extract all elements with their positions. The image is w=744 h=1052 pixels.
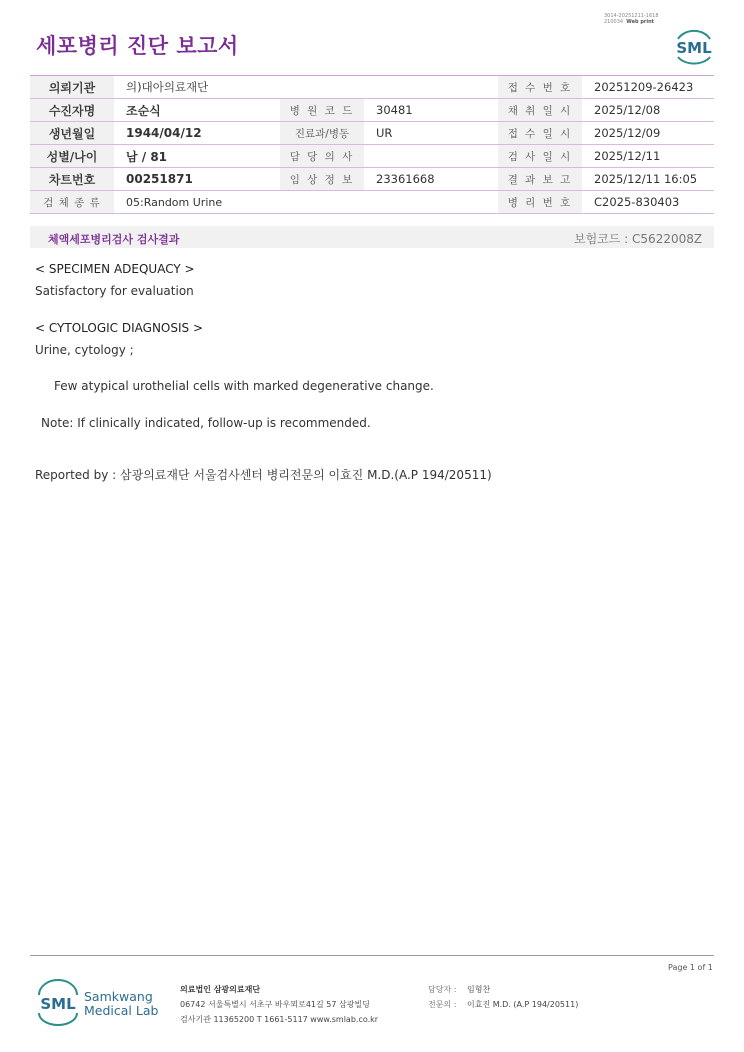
result-report-label: 결 과 보 고 (498, 168, 582, 191)
brand-line2: Medical Lab (84, 1003, 159, 1018)
note-text: Note: If clinically indicated, follow-up is recommended. (41, 416, 371, 430)
reported-by: Reported by : 삼광의료재단 서울검사센터 병리전문의 이효진 M.D.(A.P 194/20511) (35, 468, 492, 482)
brand-name (84, 990, 158, 1018)
birth-date-value: 1944/04/12 (114, 122, 280, 145)
specialist-name: 이효진 M.D. (A.P 194/20511) (467, 1000, 579, 1009)
hospital-code-value: 30481 (364, 99, 498, 122)
table-row (30, 168, 714, 191)
accession-number-label: 접 수 번 호 (498, 76, 582, 99)
hospital-code-label: 병 원 코 드 (280, 99, 364, 122)
diagnosis-site: Urine, cytology ; (35, 343, 134, 357)
print-stamp-line1: 3014-20251211-1618 (604, 13, 659, 19)
specialist-label: 전문의 : (428, 1000, 457, 1009)
department-label: 진료과/병동 (280, 122, 364, 145)
table-row (30, 145, 714, 168)
clinical-info-value: 23361668 (364, 168, 498, 191)
manager-name: 임형찬 (467, 985, 491, 994)
chart-number-label: 차트번호 (30, 168, 114, 191)
diagnosis-text: Few atypical urothelial cells with marked degenerative change. (54, 379, 434, 393)
footer-staff (428, 982, 578, 1012)
table-row (30, 99, 714, 122)
footer-organization (180, 982, 378, 1027)
clinical-info-label: 임 상 정 보 (280, 168, 364, 191)
specimen-type-value: 05:Random Urine (114, 191, 498, 214)
sml-logo (672, 26, 716, 66)
print-stamp-label: Web print (626, 19, 655, 25)
print-stamp (604, 13, 659, 25)
requesting-institution-label: 의뢰기관 (30, 76, 114, 99)
sex-age-label: 성별/나이 (30, 145, 114, 168)
report-title: 세포병리 진단 보고서 (36, 34, 239, 58)
accession-number-value: 20251209-26423 (582, 76, 714, 99)
samkwang-logo-icon (36, 978, 80, 1026)
manager-label: 담당자 : (428, 985, 457, 994)
org-contact: 검사기관 11365200 T 1661-5117 www.smlab.co.kr (180, 1015, 379, 1024)
patient-info-table (30, 75, 714, 214)
test-date-value: 2025/12/11 (582, 145, 714, 168)
pathology-number-label: 병 리 번 호 (498, 191, 582, 214)
sml-logo-text: SML (676, 39, 712, 57)
insurance-code: 보험코드 : C5622008Z (574, 232, 703, 246)
birth-date-label: 생년월일 (30, 122, 114, 145)
table-row (30, 122, 714, 145)
adequacy-header: < SPECIMEN ADEQUACY > (35, 262, 195, 276)
page-number: Page 1 of 1 (668, 963, 713, 972)
pathology-number-value: C2025-830403 (582, 191, 714, 214)
attending-physician-value (364, 145, 498, 168)
collection-date-value: 2025/12/08 (582, 99, 714, 122)
footer-divider (30, 955, 714, 956)
diagnosis-header: < CYTOLOGIC DIAGNOSIS > (35, 321, 204, 335)
attending-physician-label: 담 당 의 사 (280, 145, 364, 168)
sex-age-value: 남 / 81 (114, 145, 280, 168)
print-stamp-id: 210034 (604, 19, 624, 25)
patient-name-label: 수진자명 (30, 99, 114, 122)
brand-line1: Samkwang (84, 989, 153, 1004)
section-title: 체액세포병리검사 검사결과 (48, 233, 180, 246)
org-name: 의료법인 삼광의료재단 (180, 985, 261, 994)
receipt-date-value: 2025/12/09 (582, 122, 714, 145)
receipt-date-label: 접 수 일 시 (498, 122, 582, 145)
collection-date-label: 채 취 일 시 (498, 99, 582, 122)
test-date-label: 검 사 일 시 (498, 145, 582, 168)
requesting-institution-value: 의)대아의료재단 (114, 76, 498, 99)
table-row (30, 76, 714, 99)
result-report-value: 2025/12/11 16:05 (582, 168, 714, 191)
department-value: UR (364, 122, 498, 145)
samkwang-logo-text: SML (40, 995, 76, 1013)
chart-number-value: 00251871 (114, 168, 280, 191)
table-row (30, 191, 714, 214)
adequacy-text: Satisfactory for evaluation (35, 284, 194, 298)
specimen-type-label: 검 체 종 류 (30, 191, 114, 214)
patient-name-value: 조순식 (114, 99, 280, 122)
org-address: 06742 서울특별시 서초구 바우뫼로41길 57 삼광빌딩 (180, 1000, 370, 1009)
